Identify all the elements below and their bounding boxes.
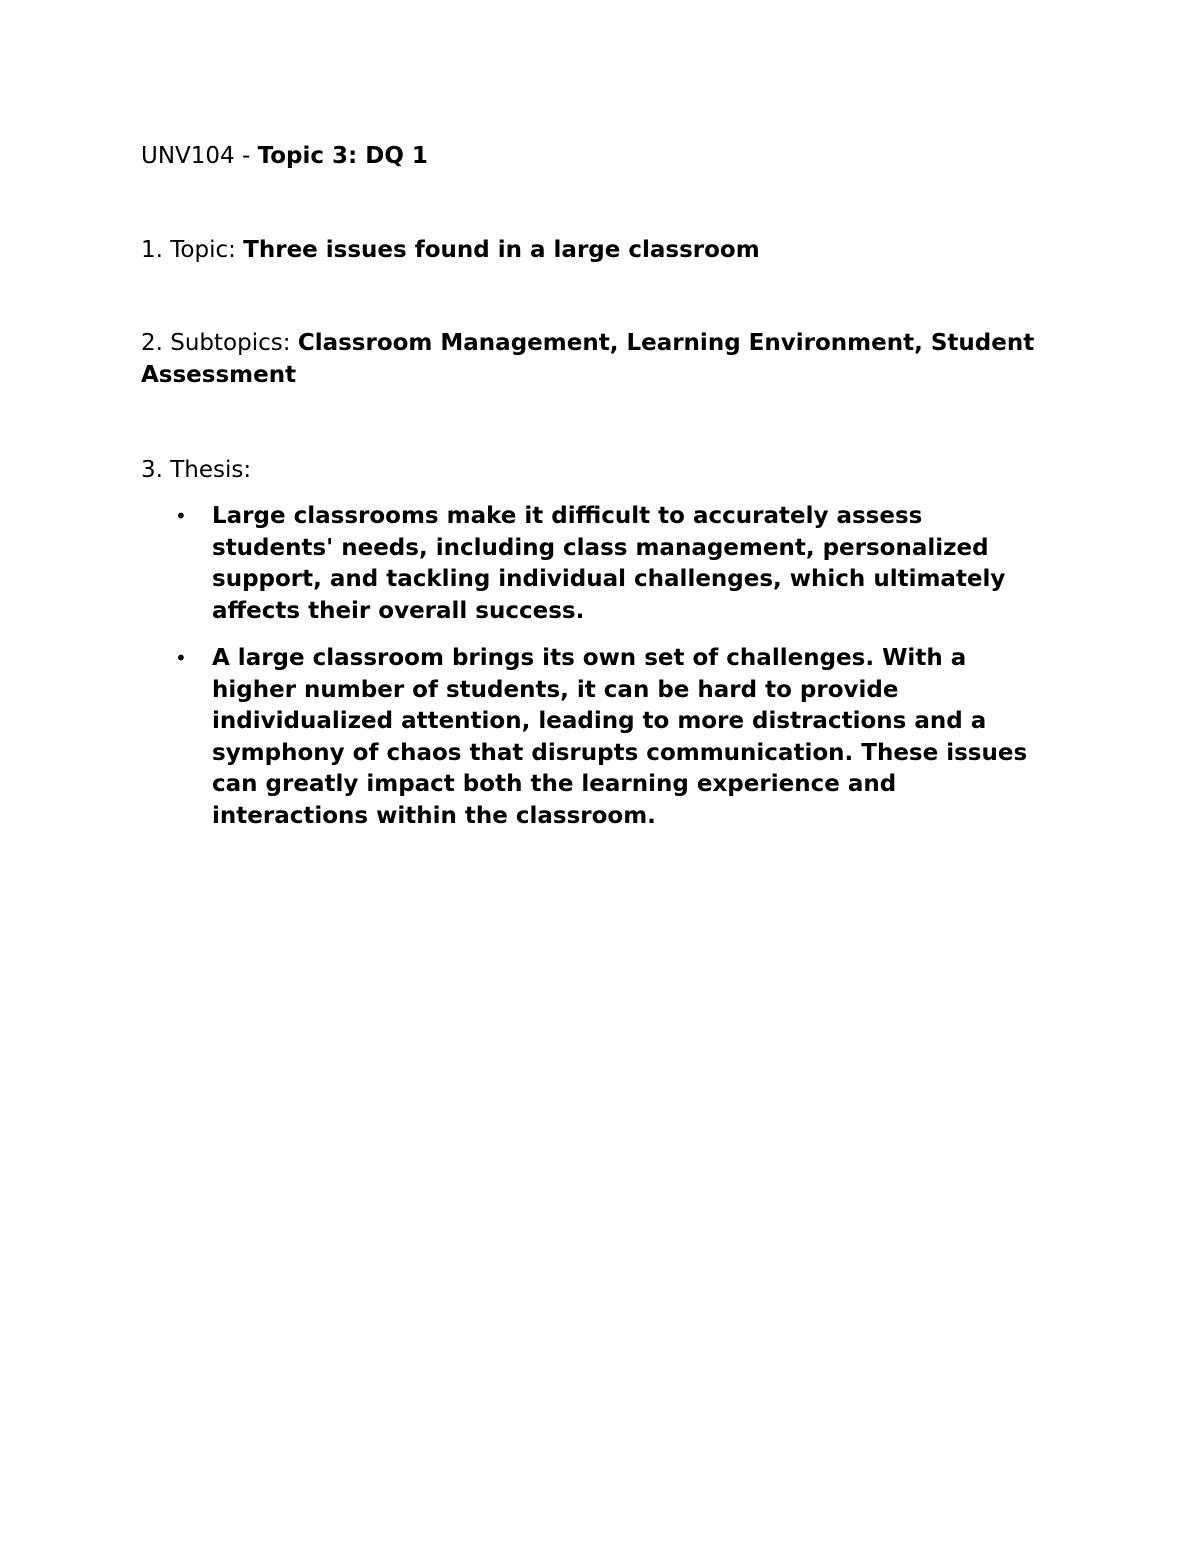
list-item (141, 501, 1041, 627)
course-code: UNV104 - (141, 143, 258, 169)
subtopics-label: 2. Subtopics: (141, 330, 298, 356)
topic-line (141, 234, 760, 266)
topic-label: 1. Topic: (141, 237, 244, 263)
document-title (141, 140, 428, 172)
subtopics-value: Classroom Management, Learning Environment, Student Assessment (141, 330, 1035, 388)
bullet-icon: • (175, 504, 187, 528)
bullet-icon: • (175, 646, 187, 670)
list-item (141, 643, 1041, 832)
thesis-bullet-list (141, 501, 1041, 848)
topic-heading: Topic 3: DQ 1 (257, 143, 428, 169)
topic-value: Three issues found in a large classroom (243, 237, 760, 263)
subtopics-line (141, 327, 1071, 391)
thesis-item-text: A large classroom brings its own set of challenges. With a higher number of students, it can be hard to provide individualized attention, leading to more distractions and a symphony of chaos that disrupts communication. These issues can greatly impact both the learning experience and interactions within the classroom. (212, 645, 1028, 829)
thesis-label: 3. Thesis: (141, 457, 252, 483)
thesis-item-text: Large classrooms make it difficult to accurately assess students' needs, including class management, personalized support, and tackling individual challenges, which ultimately affects their overall success. (212, 503, 1006, 624)
